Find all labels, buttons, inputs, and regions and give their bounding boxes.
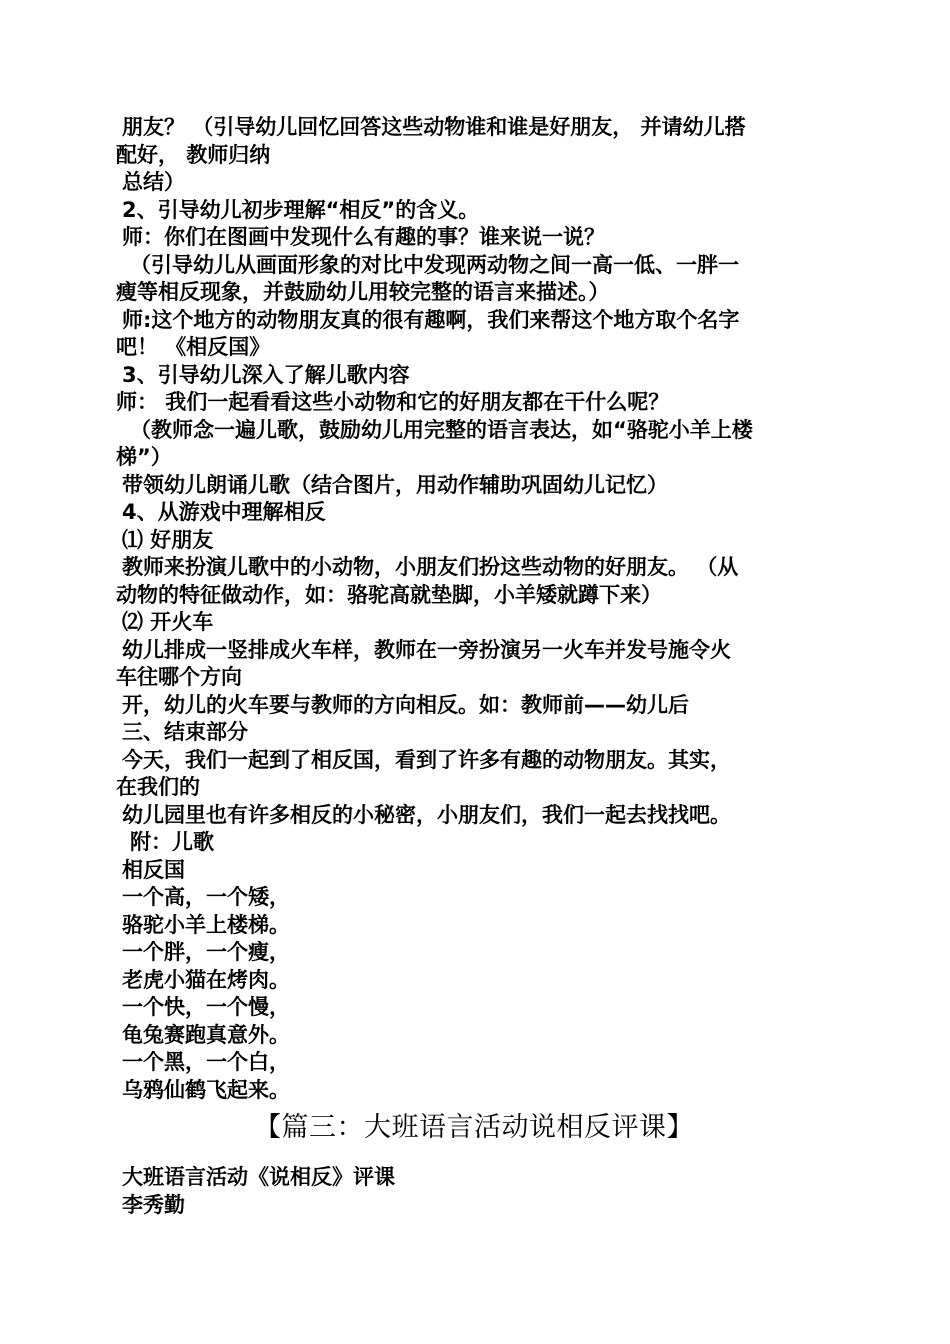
poem-title: 相反国	[122, 857, 185, 882]
poem-line: 龟兔赛跑真意外。	[122, 1022, 290, 1047]
paragraph-line: 朋友？ （引导幼儿回忆回答这些动物谁和谁是好朋友， 并请幼儿搭	[122, 115, 746, 139]
poem-line: 老虎小猫在烤肉。	[122, 967, 290, 992]
paragraph-line: 师:这个地方的动物朋友真的很有趣啊，我们来帮这个地方取个名字	[122, 307, 740, 332]
paragraph-line: 4、从游戏中理解相反	[122, 500, 326, 524]
paragraph-line: 幼儿园里也有许多相反的小秘密，小朋友们，我们一起去找找吧。	[122, 802, 731, 827]
paragraph-line: 瘦等相反现象，并鼓励幼儿用较完整的语言来描述。）	[116, 280, 610, 304]
paragraph-line: 开，幼儿的火车要与教师的方向相反。如：教师前——幼儿后	[122, 692, 689, 717]
paragraph-line: 教师来扮演儿歌中的小动物，小朋友们扮这些动物的好朋友。 （从	[122, 555, 739, 579]
paragraph-line: 今天，我们一起到了相反国，看到了许多有趣的动物朋友。其实，	[122, 747, 731, 772]
paragraph-line: 附：儿歌	[130, 830, 214, 854]
poem-line: 一个高，一个矮，	[122, 885, 290, 909]
paragraph-line: 幼儿排成一竖排成火车样，教师在一旁扮演另一火车并发号施令火	[122, 637, 731, 662]
paragraph-line: 梯”）	[116, 445, 172, 469]
poem-line: 一个黑，一个白，	[122, 1050, 290, 1074]
poem-line: 乌鸦仙鹤飞起来。	[122, 1077, 290, 1102]
paragraph-line: 动物的特征做动作，如：骆驼高就垫脚，小羊矮就蹲下来）	[116, 582, 662, 607]
paragraph-line: 师：你们在图画中发现什么有趣的事？谁来说一说？	[122, 225, 605, 249]
paragraph-line: ⑴ 好朋友	[122, 527, 214, 552]
paragraph-line: ⑵ 开火车	[122, 610, 214, 634]
paragraph-line: 带领幼儿朗诵儿歌（结合图片，用动作辅助巩固幼儿记忆）	[122, 472, 668, 497]
document-body	[116, 114, 832, 1219]
paragraph-line: 总结）	[122, 170, 185, 194]
paragraph-line: 师： 我们一起看看这些小动物和它的好朋友都在干什么呢？	[116, 390, 670, 414]
article-title: 大班语言活动《说相反》评课	[122, 1165, 395, 1189]
poem-line: 一个胖，一个瘦，	[122, 940, 290, 964]
paragraph-line: 车往哪个方向	[116, 665, 242, 689]
paragraph-line: （教师念一遍儿歌，鼓励幼儿用完整的语言表达，如“骆驼小羊上楼	[130, 417, 753, 442]
section-title: 【篇三：大班语言活动说相反评课】	[254, 1112, 694, 1143]
paragraph-line: 配好， 教师归纳	[116, 142, 271, 167]
poem-line: 骆驼小羊上楼梯。	[122, 912, 290, 937]
paragraph-line: 三、结束部分	[122, 720, 248, 744]
paragraph-line: （引导幼儿从画面形象的对比中发现两动物之间一高一低、一胖一	[130, 252, 739, 277]
paragraph-line: 在我们的	[116, 775, 200, 799]
poem-line: 一个快，一个慢，	[122, 995, 290, 1019]
author-name: 李秀勤	[122, 1192, 185, 1217]
paragraph-line: 吧！ 《相反国》	[116, 335, 271, 359]
paragraph-line: 3、引导幼儿深入了解儿歌内容	[122, 362, 410, 387]
paragraph-line: 2、引导幼儿初步理解“相反”的含义。	[122, 197, 480, 222]
